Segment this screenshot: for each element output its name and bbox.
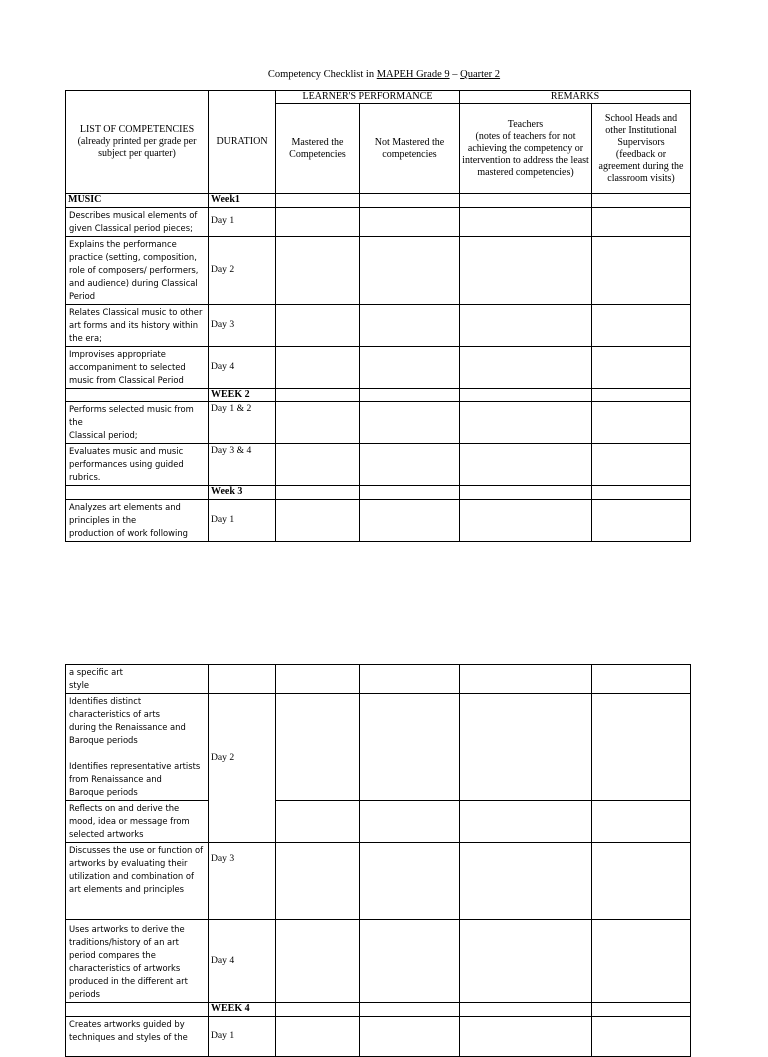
duration-cell: Day 1 & 2 <box>209 402 276 444</box>
competency-cell: Discusses the use or function of artworks by evaluating their utilization and combination of art elements and principles <box>66 843 209 920</box>
school-heads-remarks-cell[interactable] <box>592 843 691 920</box>
header-school-heads: School Heads and other Institutional Supervisors (feedback or agreement during the classroom visits) <box>592 104 691 194</box>
not-mastered-cell[interactable] <box>360 801 460 843</box>
teachers-remarks-cell[interactable] <box>460 486 592 500</box>
school-heads-remarks-cell[interactable] <box>592 665 691 694</box>
week-label: Week 3 <box>209 486 276 500</box>
teachers-remarks-cell[interactable] <box>460 194 592 208</box>
mastered-cell[interactable] <box>276 486 360 500</box>
school-heads-remarks-cell[interactable] <box>592 1016 691 1056</box>
not-mastered-cell[interactable] <box>360 346 460 388</box>
school-heads-remarks-cell[interactable] <box>592 402 691 444</box>
table-row <box>66 486 691 500</box>
mastered-cell[interactable] <box>276 236 360 304</box>
duration-cell <box>209 665 276 694</box>
week-label: Week1 <box>209 194 276 208</box>
teachers-remarks-cell[interactable] <box>460 801 592 843</box>
school-heads-remarks-cell[interactable] <box>592 486 691 500</box>
duration-cell: Day 1 <box>209 207 276 236</box>
table-row <box>66 1003 691 1017</box>
teachers-remarks-cell[interactable] <box>460 665 592 694</box>
school-heads-remarks-cell[interactable] <box>592 194 691 208</box>
competency-cell: Evaluates music and music performances using guided rubrics. <box>66 444 209 486</box>
table-row <box>66 843 691 920</box>
school-heads-remarks-cell[interactable] <box>592 304 691 346</box>
mastered-cell[interactable] <box>276 920 360 1003</box>
school-heads-remarks-cell[interactable] <box>592 801 691 843</box>
not-mastered-cell[interactable] <box>360 207 460 236</box>
duration-cell: Day 2 <box>209 236 276 304</box>
teachers-remarks-cell[interactable] <box>460 1016 592 1056</box>
section-label <box>66 486 209 500</box>
teachers-remarks-cell[interactable] <box>460 1003 592 1017</box>
table-row <box>66 665 691 694</box>
not-mastered-cell[interactable] <box>360 499 460 541</box>
mastered-cell[interactable] <box>276 843 360 920</box>
teachers-remarks-cell[interactable] <box>460 694 592 801</box>
not-mastered-cell[interactable] <box>360 304 460 346</box>
teachers-remarks-cell[interactable] <box>460 346 592 388</box>
teachers-remarks-cell[interactable] <box>460 236 592 304</box>
not-mastered-cell[interactable] <box>360 665 460 694</box>
table-row <box>66 207 691 236</box>
teachers-remarks-cell[interactable] <box>460 304 592 346</box>
competency-cell: Relates Classical music to other art forms and its history within the era; <box>66 304 209 346</box>
table-row <box>66 388 691 402</box>
duration-cell: Day 1 <box>209 499 276 541</box>
competency-cell: Uses artworks to derive the traditions/history of an art period compares the characteristics of artworks produced in the different art periods <box>66 920 209 1003</box>
header-learners-performance: LEARNER'S PERFORMANCE <box>276 91 460 104</box>
table-row <box>66 236 691 304</box>
document-title <box>0 69 768 80</box>
duration-cell: Day 2 <box>209 694 276 843</box>
duration-cell: Day 1 <box>209 1016 276 1056</box>
competency-cell: Performs selected music from the Classical period; <box>66 402 209 444</box>
school-heads-remarks-cell[interactable] <box>592 346 691 388</box>
competency-table-page1 <box>65 90 691 542</box>
school-heads-remarks-cell[interactable] <box>592 444 691 486</box>
table-row <box>66 1016 691 1056</box>
mastered-cell[interactable] <box>276 499 360 541</box>
competency-cell: Reflects on and derive the mood, idea or message from selected artworks <box>66 801 209 843</box>
week-label: WEEK 4 <box>209 1003 276 1017</box>
header-teachers: Teachers (notes of teachers for not achieving the competency or intervention to address the least mastered competencies) <box>460 104 592 194</box>
duration-cell: Day 3 <box>209 304 276 346</box>
not-mastered-cell[interactable] <box>360 1003 460 1017</box>
mastered-cell[interactable] <box>276 402 360 444</box>
competency-cell: Identifies distinct characteristics of arts during the Renaissance and Baroque periods Identifies representative artists from Renaissance and Baroque periods <box>66 694 209 801</box>
teachers-remarks-cell[interactable] <box>460 444 592 486</box>
not-mastered-cell[interactable] <box>360 444 460 486</box>
mastered-cell[interactable] <box>276 207 360 236</box>
mastered-cell[interactable] <box>276 801 360 843</box>
teachers-remarks-cell[interactable] <box>460 499 592 541</box>
duration-cell: Day 4 <box>209 346 276 388</box>
duration-cell: Day 3 & 4 <box>209 444 276 486</box>
title-quarter: Quarter 2 <box>460 69 501 80</box>
mastered-cell[interactable] <box>276 665 360 694</box>
teachers-remarks-cell[interactable] <box>460 920 592 1003</box>
school-heads-remarks-cell[interactable] <box>592 694 691 801</box>
table-row <box>66 499 691 541</box>
competency-cell: Explains the performance practice (setting, composition, role of composers/ performers, and audience) during Classical Period <box>66 236 209 304</box>
not-mastered-cell[interactable] <box>360 1016 460 1056</box>
table-row <box>66 694 691 801</box>
mastered-cell[interactable] <box>276 346 360 388</box>
not-mastered-cell[interactable] <box>360 920 460 1003</box>
not-mastered-cell[interactable] <box>360 843 460 920</box>
table-row <box>66 194 691 208</box>
table-row <box>66 801 691 843</box>
header-duration: DURATION <box>209 91 276 194</box>
teachers-remarks-cell[interactable] <box>460 402 592 444</box>
duration-cell: Day 4 <box>209 920 276 1003</box>
not-mastered-cell[interactable] <box>360 402 460 444</box>
title-subject: MAPEH Grade 9 <box>376 69 450 80</box>
not-mastered-cell[interactable] <box>360 388 460 402</box>
header-mastered: Mastered the Competencies <box>276 104 360 194</box>
mastered-cell[interactable] <box>276 444 360 486</box>
school-heads-remarks-cell[interactable] <box>592 207 691 236</box>
school-heads-remarks-cell[interactable] <box>592 236 691 304</box>
competency-cell: Improvises appropriate accompaniment to selected music from Classical Period <box>66 346 209 388</box>
mastered-cell[interactable] <box>276 1003 360 1017</box>
title-separator: – <box>449 69 461 80</box>
section-label: MUSIC <box>66 194 209 208</box>
teachers-remarks-cell[interactable] <box>460 388 592 402</box>
competency-table-page2 <box>65 664 691 1057</box>
mastered-cell[interactable] <box>276 388 360 402</box>
table-row <box>66 444 691 486</box>
mastered-cell[interactable] <box>276 304 360 346</box>
not-mastered-cell[interactable] <box>360 194 460 208</box>
table-row <box>66 920 691 1003</box>
header-competencies: LIST OF COMPETENCIES (already printed per grade per subject per quarter) <box>66 91 209 194</box>
not-mastered-cell[interactable] <box>360 694 460 801</box>
competency-cell: a specific art style <box>66 665 209 694</box>
table-row <box>66 304 691 346</box>
not-mastered-cell[interactable] <box>360 236 460 304</box>
table-row <box>66 402 691 444</box>
school-heads-remarks-cell[interactable] <box>592 920 691 1003</box>
header-not-mastered: Not Mastered the competencies <box>360 104 460 194</box>
school-heads-remarks-cell[interactable] <box>592 388 691 402</box>
section-label <box>66 388 209 402</box>
not-mastered-cell[interactable] <box>360 486 460 500</box>
school-heads-remarks-cell[interactable] <box>592 1003 691 1017</box>
title-prefix: Competency Checklist in <box>267 69 377 80</box>
table-row <box>66 346 691 388</box>
header-remarks: REMARKS <box>460 91 691 104</box>
competency-cell: Analyzes art elements and principles in the production of work following <box>66 499 209 541</box>
mastered-cell[interactable] <box>276 694 360 801</box>
competency-cell: Describes musical elements of given Classical period pieces; <box>66 207 209 236</box>
mastered-cell[interactable] <box>276 1016 360 1056</box>
teachers-remarks-cell[interactable] <box>460 207 592 236</box>
section-label <box>66 1003 209 1017</box>
duration-cell: Day 3 <box>209 843 276 920</box>
school-heads-remarks-cell[interactable] <box>592 499 691 541</box>
competency-cell: Creates artworks guided by techniques and styles of the <box>66 1016 209 1056</box>
week-label: WEEK 2 <box>209 388 276 402</box>
teachers-remarks-cell[interactable] <box>460 843 592 920</box>
mastered-cell[interactable] <box>276 194 360 208</box>
